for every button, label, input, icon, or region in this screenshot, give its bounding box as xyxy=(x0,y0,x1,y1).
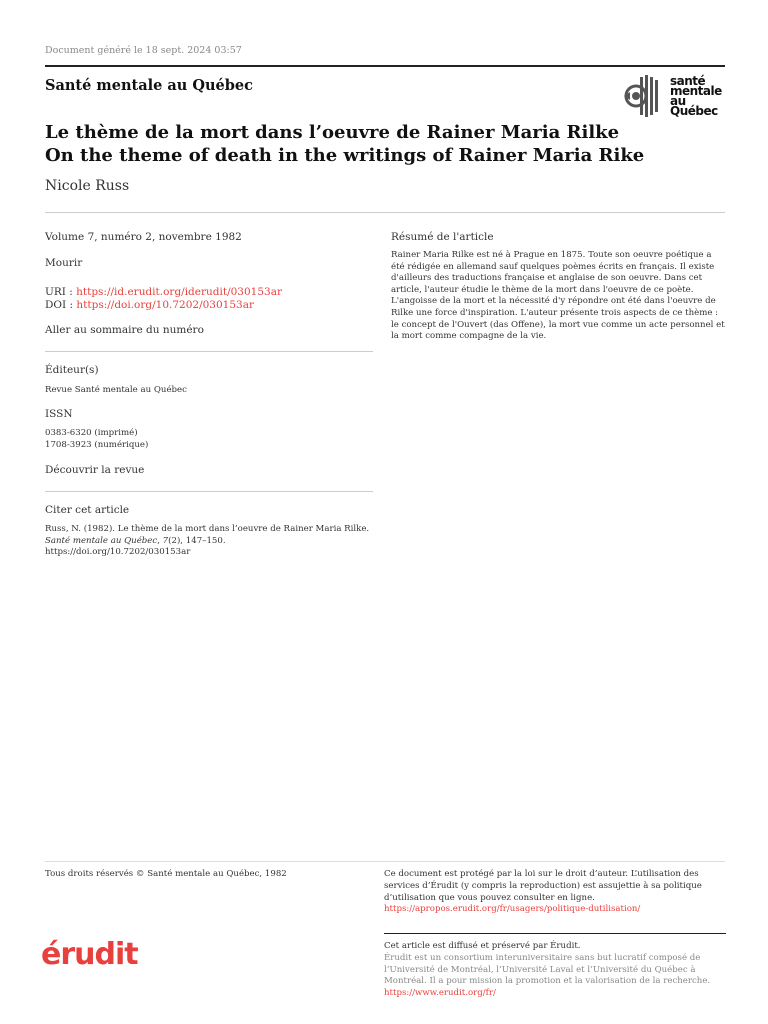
section-name: Mourir xyxy=(45,257,83,269)
head-profile-icon xyxy=(622,74,668,118)
logo-text: santé mentale au Québec xyxy=(670,74,722,118)
erudit-website-link[interactable]: https://www.erudit.org/fr/ xyxy=(384,988,496,999)
issn-heading: ISSN xyxy=(45,408,73,420)
generated-date: Document généré le 18 sept. 2024 03:57 xyxy=(45,45,242,56)
title-english: On the theme of death in the writings of Rainer Maria Rike xyxy=(45,145,645,166)
publisher-heading: Éditeur(s) xyxy=(45,364,99,376)
title-french: Le thème de la mort dans l’oeuvre de Rainer Maria Rilke xyxy=(45,122,620,143)
erudit-info xyxy=(384,941,726,1000)
identifiers xyxy=(45,286,373,311)
uri-link[interactable]: https://id.erudit.org/iderudit/030153ar xyxy=(76,286,282,298)
citation-text: Russ, N. (1982). Le thème de la mort dans l’oeuvre de Rainer Maria Rilke. Santé mentale au Québec, 7(2), 147–150. https://doi.org/10.7202/030153ar xyxy=(45,524,370,557)
footer-divider-2 xyxy=(384,933,726,934)
doi-line: DOI : https://doi.org/10.7202/030153ar xyxy=(45,298,254,311)
article-title xyxy=(45,121,725,167)
journal-logo xyxy=(622,74,726,118)
issue-toc-link[interactable]: Aller au sommaire du numéro xyxy=(45,324,204,336)
left-divider xyxy=(45,351,373,352)
abstract-text: Rainer Maria Rilke est né à Prague en 1875. Toute son oeuvre poétique a été rédigée en allemand sauf quelques poèmes écrits en français. Il existe d'ailleurs des traductions française et anglaise de son oeuvre. Dans cet article, l'auteur étudie le thème de la mort dans l'oeuvre de ce poète. L'angoisse de la mort et la nécessité d'y répondre ont été dans l'oeuvre de Rilke une force d'inspiration. L'auteur présente trois aspects de ce thème : le concept de l'Ouvert (das Offene), la mort vue comme un acte personnel et la mort comme compagne de la vie. xyxy=(391,250,725,342)
discover-journal-link[interactable]: Découvrir la revue xyxy=(45,464,145,476)
volume-info: Volume 7, numéro 2, novembre 1982 xyxy=(45,231,242,243)
journal-title: Santé mentale au Québec xyxy=(45,77,253,94)
rights-notice: Tous droits réservés © Santé mentale au Québec, 1982 xyxy=(45,869,287,879)
top-divider xyxy=(45,65,725,67)
policy-link[interactable]: https://apropos.erudit.org/fr/usagers/politique-dutilisation/ xyxy=(384,904,641,915)
header-divider xyxy=(45,212,725,213)
uri-line: URI : https://id.erudit.org/iderudit/030153ar xyxy=(45,286,282,298)
author-name: Nicole Russ xyxy=(45,178,130,194)
abstract-heading: Résumé de l'article xyxy=(391,231,494,243)
erudit-description: Érudit est un consortium interuniversitaire sans but lucratif composé de l’Université de Montréal, l’Université Laval et l’Université du Québec à Montréal. Il a pour mission la promotion et la valorisation de la recherche. xyxy=(384,952,711,987)
erudit-logo[interactable]: érudit xyxy=(41,937,138,972)
cite-heading: Citer cet article xyxy=(45,504,130,516)
issn-values: 0383-6320 (imprimé) 1708-3923 (numérique) xyxy=(45,428,149,450)
copyright-notice: Ce document est protégé par la loi sur le droit d’auteur. L’utilisation des services d’Érudit (y compris la reproduction) est assujettie à sa politique d’utilisation que vous pouvez consulter en ligne. https://apropos.erudit.org/fr/usagers/politique-dutilisation/ xyxy=(384,869,702,915)
doi-link[interactable]: https://doi.org/10.7202/030153ar xyxy=(76,298,254,311)
publisher-name: Revue Santé mentale au Québec xyxy=(45,385,187,395)
footer-divider xyxy=(45,861,725,862)
diffusion-notice: Cet article est diffusé et préservé par Érudit. xyxy=(384,941,581,951)
left-divider-2 xyxy=(45,491,373,492)
